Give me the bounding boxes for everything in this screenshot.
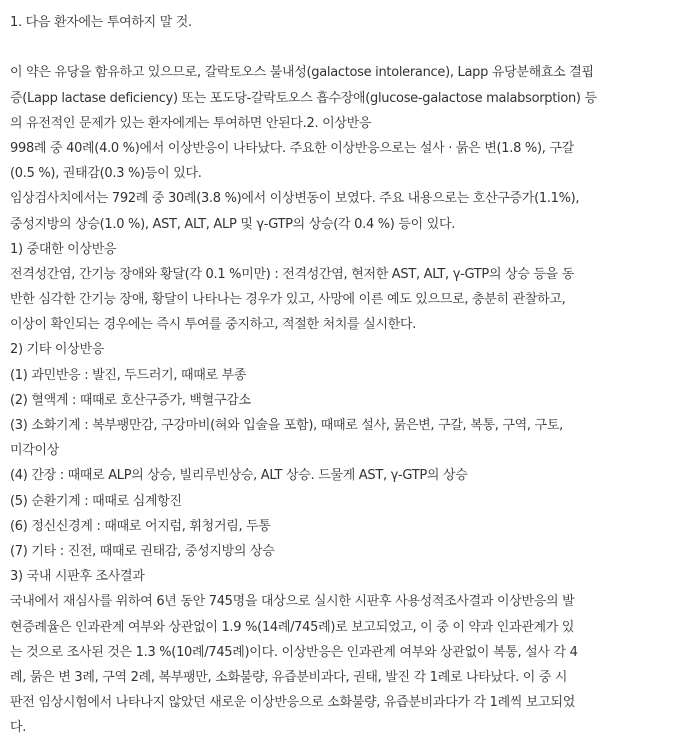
text-line: 이 약은 유당을 함유하고 있으므로, 갈락토오스 불내성(galactose intolerance), Lapp 유당분해효소 결핍 [10, 65, 594, 81]
text-line: 판전 임상시험에서 나타나지 않았던 새로운 이상반응으로 소화불량, 유즙분비과다가 각 1례씩 보고되었 [10, 695, 575, 711]
list-item-continuation: 미각이상 [10, 443, 60, 459]
text-line: 현증례율은 인과관계 여부와 상관없이 1.9 %(14례/745례)로 보고되었고, 이 중 이 약과 인과관계가 있 [10, 619, 575, 635]
text-line: (0.5 %), 권태감(0.3 %)등이 있다. [10, 166, 202, 182]
subsection-heading-postmarketing-survey: 3) 국내 시판후 조사결과 [10, 569, 145, 585]
list-item: (2) 혈액계 : 때때로 호산구증가, 백혈구감소 [10, 392, 251, 408]
text-line: 반한 심각한 간기능 장애, 황달이 나타나는 경우가 있고, 사망에 이른 예도 있으므로, 충분히 관찰하고, [10, 292, 566, 308]
text-line: 의 유전적인 문제가 있는 환자에게는 투여하면 안된다.2. 이상반응 [10, 115, 372, 131]
subsection-heading-other-reactions: 2) 기타 이상반응 [10, 342, 104, 358]
text-line: 다. [10, 720, 27, 736]
text-line: 중성지방의 상승(1.0 %), AST, ALT, ALP 및 γ-GTP의 상승(각 0.4 %) 등이 있다. [10, 216, 456, 232]
list-item: (6) 정신신경계 : 때때로 어지럼, 휘청거림, 두통 [10, 518, 271, 534]
text-line: 례, 묽은 변 3례, 구역 2례, 복부팽만, 소화불량, 유즙분비과다, 권태, 발진 각 1례로 나타났다. 이 중 시 [10, 669, 568, 685]
text-line: 전격성간염, 간기능 장애와 황달(각 0.1 %미만) : 전격성간염, 현저한 AST, ALT, γ-GTP의 상승 등을 동 [10, 266, 575, 282]
list-item: (1) 과민반응 : 발진, 두드러기, 때때로 부종 [10, 367, 247, 383]
list-item: (3) 소화기계 : 복부팽만감, 구강마비(혀와 입술을 포함), 때때로 설사, 묽은변, 구갈, 복통, 구역, 구토, [10, 418, 563, 433]
text-line: 998례 중 40례(4.0 %)에서 이상반응이 나타났다. 주요한 이상반응으로는 설사 · 묽은 변(1.8 %), 구갈 [10, 140, 574, 156]
text-line: 임상검사치에서는 792례 중 30례(3.8 %)에서 이상변동이 보였다. 주요 내용으로는 호산구증가(1.1%), [10, 191, 580, 207]
text-line: 이상이 확인되는 경우에는 즉시 투여를 중지하고, 적절한 처치를 실시한다. [10, 317, 417, 333]
blank-line [10, 35, 664, 60]
list-item: (5) 순환기계 : 때때로 심계항진 [10, 493, 182, 509]
list-item: (7) 기타 : 진전, 때때로 권태감, 중성지방의 상승 [10, 543, 275, 559]
text-line: 증(Lapp lactase deficiency) 또는 포도당-갈락토오스 흡수장애(glucose-galactose malabsorption) 등 [10, 90, 597, 106]
text-line: 는 것으로 조사된 것은 1.3 %(10례/745례)이다. 이상반응은 인과관계 여부와 상관없이 복통, 설사 각 4 [10, 644, 578, 660]
list-item: (4) 간장 : 때때로 ALP의 상승, 빌리루빈상승, ALT 상승. 드물게 AST, γ-GTP의 상승 [10, 468, 468, 484]
section-heading-contraindications: 1. 다음 환자에는 투여하지 말 것. [10, 15, 192, 30]
text-line: 국내에서 재심사를 위하여 6년 동안 745명을 대상으로 실시한 시판후 사용성적조사결과 이상반응의 발 [10, 594, 575, 610]
subsection-heading-serious-reactions: 1) 중대한 이상반응 [10, 241, 117, 257]
